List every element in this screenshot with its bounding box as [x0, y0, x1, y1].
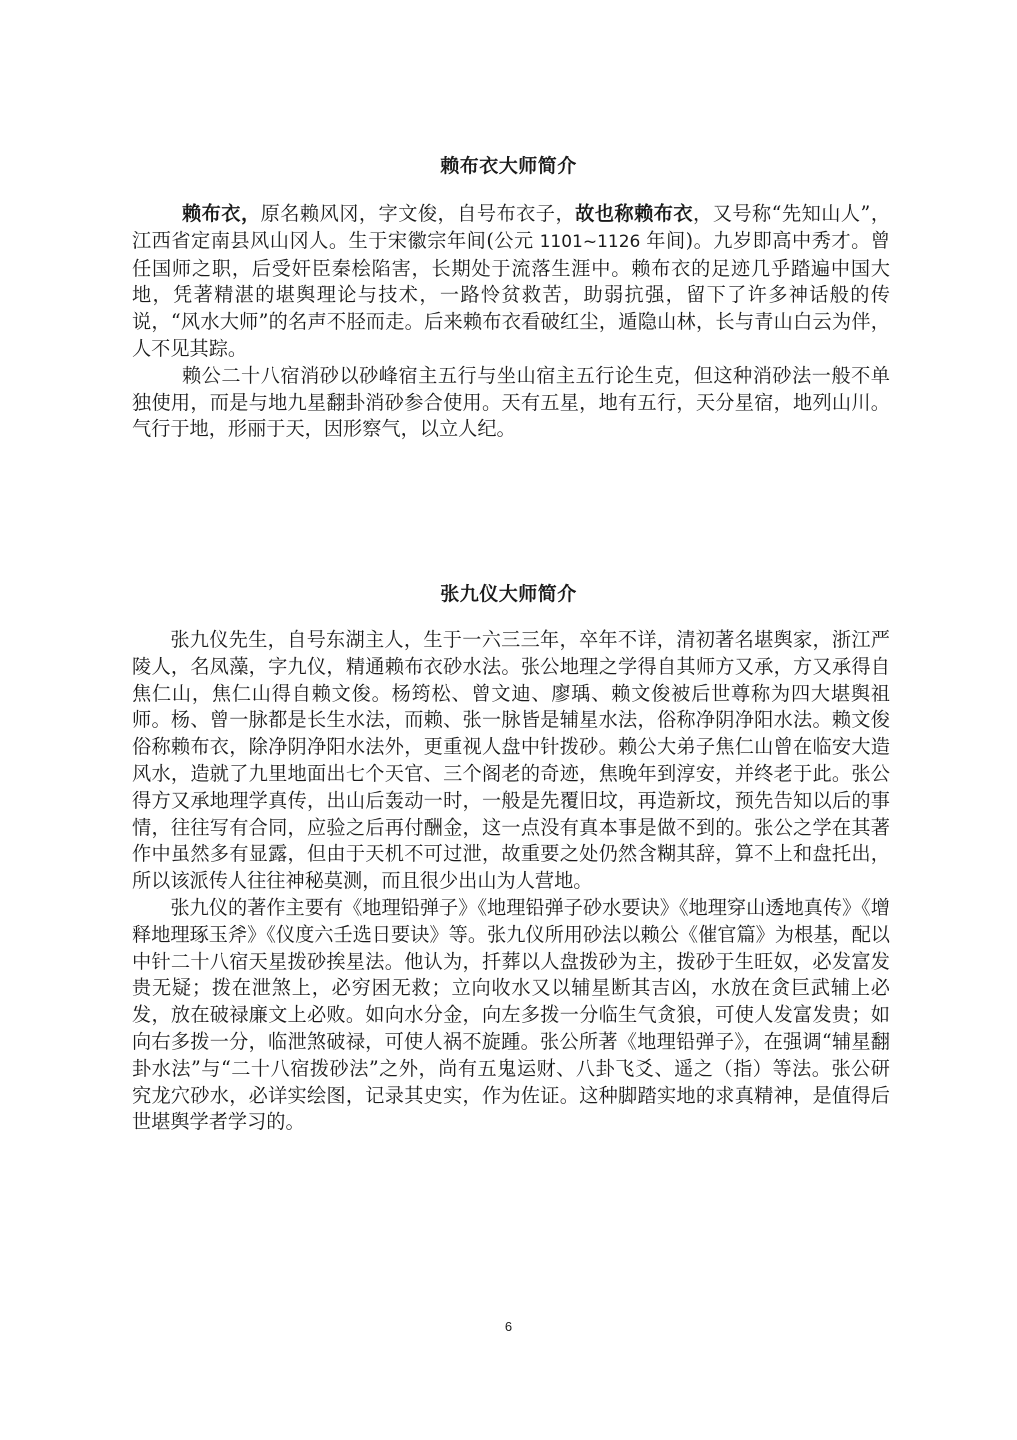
text-run: 年间)。九岁即高中秀才。曾任国师之职，后受奸臣秦桧陷害，长期处于流落生涯中。赖布衣的足迹几乎踏遍中国大地，凭著精湛的堪舆理论与技术，一路怜贫救苦，助弱抗强，留下了许多神话般的传说，“风水大师”的名声不胫而走。后来赖布衣看破红尘，遁隐山林，长与青山白云为伴，人不见其踪。: [132, 228, 890, 360]
bold-alias: 故也称赖布衣: [575, 202, 694, 225]
page-number: 6: [504, 1319, 513, 1334]
bold-name: 赖布衣，: [182, 202, 261, 225]
section-body-zhang-jiuyi: [132, 627, 890, 1136]
paragraph: [132, 201, 890, 363]
year-range: 1101~1126: [533, 231, 647, 252]
paragraph: 张九仪的著作主要有《地理铅弹子》《地理铅弹子砂水要诀》《地理穿山透地真传》《增释地理琢玉斧》《仪度六壬选日要诀》等。张九仪所用砂法以赖公《催官篇》为根基，配以中针二十八宿天星拨砂挨星法。他认为，扦葬以人盘拨砂为主，拨砂于生旺奴，必发富发贵无疑；拨在泄煞上，必穷困无救；立向收水又以辅星断其吉凶，水放在贪巨武辅上必发，放在破禄廉文上必败。如向水分金，向左多拨一分临生气贪狼，可使人发富发贵；如向右多拨一分，临泄煞破禄，可使人祸不旋踵。张公所著《地理铅弹子》，在强调“辅星翻卦水法”与“二十八宿拨砂法”之外，尚有五鬼运财、八卦飞爻、遥之（指）等法。张公研究龙穴砂水，必详实绘图，记录其史实，作为佐证。这种脚踏实地的求真精神，是值得后世堪舆学者学习的。: [132, 895, 890, 1134]
paragraph: 赖公二十八宿消砂以砂峰宿主五行与坐山宿主五行论生克，但这种消砂法一般不单独使用，而是与地九星翻卦消砂参合使用。天有五星，地有五行，天分星宿，地列山川。气行于地，形丽于天，因形察气，以立人纪。: [132, 363, 890, 441]
text-run: 原名赖风冈，字文俊，自号布衣子，: [260, 202, 576, 225]
section-title-lai-buyi: 赖布衣大师简介: [440, 155, 577, 177]
paragraph: 张九仪先生，自号东湖主人，生于一六三三年，卒年不详，清初著名堪舆家，浙江严陵人，名凤藻，字九仪，精通赖布衣砂水法。张公地理之学得自其师方又承，方又承得自焦仁山，焦仁山得自赖文俊。杨筠松、曾文迪、廖瑀、赖文俊被后世尊称为四大堪舆祖师。杨、曾一脉都是长生水法，而赖、张一脉皆是辅星水法，俗称净阴净阳水法。赖文俊俗称赖布衣，除净阴净阳水法外，更重视人盘中针拨砂。赖公大弟子焦仁山曾在临安大造风水，造就了九里地面出七个天官、三个阁老的奇迹，焦晚年到淳安，并终老于此。张公得方又承地理学真传，出山后轰动一时，一般是先覆旧坟，再造新坟，预先告知以后的事情，往往写有合同，应验之后再付酬金，这一点没有真本事是做不到的。张公之学在其著作中虽然多有显露，但由于天机不可过泄，故重要之处仍然含糊其辞，算不上和盘托出，所以该派传人往往神秘莫测，而且很少出山为人营地。: [132, 628, 890, 893]
section-body-lai-buyi: [132, 201, 890, 443]
text-run: ，又号称“先知山人”，江西省定南县风山冈人。生于宋徽宗年间(公元: [132, 202, 891, 252]
section-title-zhang-jiuyi: 张九仪大师简介: [440, 583, 577, 605]
